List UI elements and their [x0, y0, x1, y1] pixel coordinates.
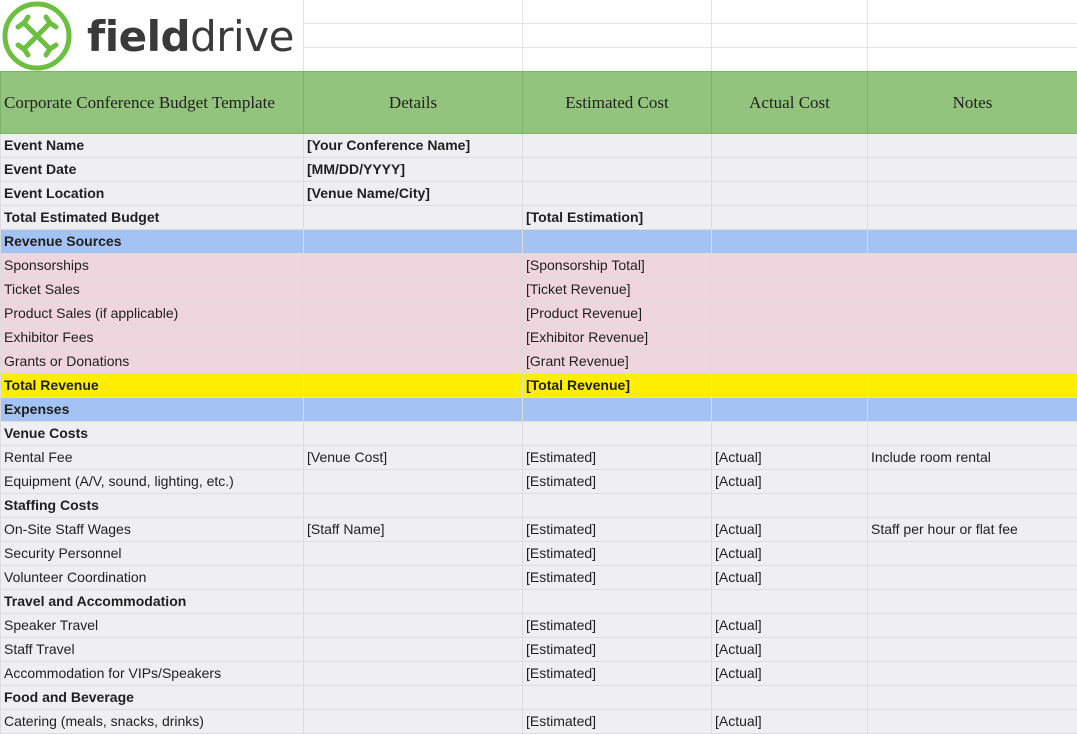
logo-text-bold: field [87, 12, 190, 61]
header-cell-notes[interactable]: Notes [868, 72, 1077, 134]
cell-estimated[interactable]: [Estimated] [523, 542, 712, 566]
budget-sheet [0, 71, 1077, 734]
header-cell-estimated-cost[interactable]: Estimated Cost [523, 72, 712, 134]
cell-item[interactable]: Staffing Costs [1, 494, 304, 518]
cell-estimated[interactable] [523, 494, 712, 518]
cell-actual[interactable]: [Actual] [712, 614, 868, 638]
cell-notes[interactable] [868, 638, 1077, 662]
cell-item[interactable]: Expenses [1, 398, 304, 422]
cell-estimated[interactable]: [Estimated] [523, 446, 712, 470]
cell-item[interactable]: Sponsorships [1, 254, 304, 278]
cell-details[interactable] [304, 422, 523, 446]
cell-item[interactable]: Travel and Accommodation [1, 590, 304, 614]
cell-item[interactable]: Speaker Travel [1, 614, 304, 638]
revenue-row [1, 302, 1077, 326]
cell-actual[interactable]: [Actual] [712, 542, 868, 566]
cell-actual[interactable] [712, 398, 868, 422]
cell-estimated[interactable] [523, 158, 712, 182]
cell-actual[interactable]: [Actual] [712, 662, 868, 686]
cell-estimated[interactable]: [Estimated] [523, 566, 712, 590]
cell-details[interactable] [304, 638, 523, 662]
cell-details[interactable] [304, 302, 523, 326]
info-row [1, 134, 1077, 158]
cell-notes[interactable] [868, 230, 1077, 254]
cell-actual[interactable]: [Actual] [712, 710, 868, 734]
cell-item[interactable]: Product Sales (if applicable) [1, 302, 304, 326]
logo [0, 0, 303, 72]
cell-item[interactable]: Staff Travel [1, 638, 304, 662]
cell-item[interactable]: Event Location [1, 182, 304, 206]
total-revenue-row [1, 374, 1077, 398]
cell-estimated[interactable]: [Exhibitor Revenue] [523, 326, 712, 350]
cell-actual[interactable]: [Actual] [712, 470, 868, 494]
cell-actual[interactable] [712, 254, 868, 278]
cell-notes[interactable] [868, 614, 1077, 638]
logo-text-light: drive [190, 12, 294, 61]
info-row [1, 206, 1077, 230]
expense-item-row [1, 518, 1077, 542]
section-header-expenses [1, 398, 1077, 422]
cell-details[interactable]: [MM/DD/YYYY] [304, 158, 523, 182]
cell-details[interactable]: [Venue Cost] [304, 446, 523, 470]
cell-item[interactable]: Total Revenue [1, 374, 304, 398]
fielddrive-x-icon [2, 1, 72, 71]
cell-estimated[interactable]: [Sponsorship Total] [523, 254, 712, 278]
cell-notes[interactable] [868, 326, 1077, 350]
cell-estimated[interactable]: [Estimated] [523, 614, 712, 638]
cell-details[interactable] [304, 374, 523, 398]
cell-actual[interactable] [712, 206, 868, 230]
cell-notes[interactable] [868, 662, 1077, 686]
cell-actual[interactable] [712, 302, 868, 326]
cell-notes[interactable] [868, 686, 1077, 710]
cell-details[interactable] [304, 710, 523, 734]
cell-details[interactable] [304, 350, 523, 374]
expense-category-row [1, 590, 1077, 614]
grid-line [867, 0, 868, 72]
expense-item-row [1, 470, 1077, 494]
expense-item-row [1, 542, 1077, 566]
header-cell-actual-cost[interactable]: Actual Cost [712, 72, 868, 134]
cell-actual[interactable]: [Actual] [712, 518, 868, 542]
expense-item-row [1, 614, 1077, 638]
cell-notes[interactable] [868, 254, 1077, 278]
cell-item[interactable]: Equipment (A/V, sound, lighting, etc.) [1, 470, 304, 494]
cell-notes[interactable]: Staff per hour or flat fee [868, 518, 1077, 542]
cell-estimated[interactable] [523, 134, 712, 158]
cell-actual[interactable] [712, 182, 868, 206]
grid-line [711, 0, 712, 72]
cell-details[interactable] [304, 326, 523, 350]
cell-item[interactable]: On-Site Staff Wages [1, 518, 304, 542]
revenue-row [1, 278, 1077, 302]
cell-notes[interactable] [868, 494, 1077, 518]
cell-estimated[interactable]: [Total Estimation] [523, 206, 712, 230]
cell-estimated[interactable]: [Grant Revenue] [523, 350, 712, 374]
cell-details[interactable] [304, 254, 523, 278]
section-header-revenue [1, 230, 1077, 254]
cell-actual[interactable] [712, 278, 868, 302]
cell-actual[interactable] [712, 134, 868, 158]
cell-notes[interactable] [868, 422, 1077, 446]
cell-details[interactable] [304, 470, 523, 494]
expense-item-row [1, 710, 1077, 734]
cell-estimated[interactable] [523, 686, 712, 710]
cell-details[interactable] [304, 494, 523, 518]
cell-notes[interactable] [868, 206, 1077, 230]
cell-actual[interactable] [712, 230, 868, 254]
cell-item[interactable]: Exhibitor Fees [1, 326, 304, 350]
cell-details[interactable]: [Venue Name/City] [304, 182, 523, 206]
cell-estimated[interactable]: [Estimated] [523, 662, 712, 686]
logo-wordmark [87, 8, 294, 66]
cell-estimated[interactable] [523, 590, 712, 614]
cell-notes[interactable] [868, 350, 1077, 374]
cell-actual[interactable] [712, 158, 868, 182]
expense-item-row [1, 638, 1077, 662]
revenue-row [1, 326, 1077, 350]
cell-details[interactable] [304, 542, 523, 566]
expense-category-row [1, 422, 1077, 446]
cell-item[interactable]: Event Date [1, 158, 304, 182]
cell-notes[interactable] [868, 470, 1077, 494]
cell-item[interactable]: Volunteer Coordination [1, 566, 304, 590]
header-area [0, 0, 1077, 72]
cell-details[interactable] [304, 686, 523, 710]
cell-item[interactable]: Ticket Sales [1, 278, 304, 302]
cell-item[interactable]: Food and Beverage [1, 686, 304, 710]
cell-item[interactable]: Total Estimated Budget [1, 206, 304, 230]
revenue-row [1, 254, 1077, 278]
cell-item[interactable]: Rental Fee [1, 446, 304, 470]
cell-notes[interactable] [868, 542, 1077, 566]
expense-item-row [1, 662, 1077, 686]
cell-estimated[interactable]: [Estimated] [523, 470, 712, 494]
cell-actual[interactable] [712, 422, 868, 446]
cell-actual[interactable] [712, 350, 868, 374]
cell-notes[interactable] [868, 566, 1077, 590]
revenue-row [1, 350, 1077, 374]
cell-estimated[interactable] [523, 182, 712, 206]
cell-notes[interactable] [868, 590, 1077, 614]
cell-notes[interactable] [868, 374, 1077, 398]
expense-item-row [1, 446, 1077, 470]
cell-estimated[interactable]: [Ticket Revenue] [523, 278, 712, 302]
expense-category-row [1, 494, 1077, 518]
cell-notes[interactable] [868, 278, 1077, 302]
cell-details[interactable]: [Your Conference Name] [304, 134, 523, 158]
grid-line [303, 47, 1077, 48]
cell-estimated[interactable]: [Total Revenue] [523, 374, 712, 398]
cell-item[interactable]: Event Name [1, 134, 304, 158]
cell-notes[interactable] [868, 398, 1077, 422]
cell-item[interactable]: Grants or Donations [1, 350, 304, 374]
cell-details[interactable] [304, 662, 523, 686]
expense-item-row [1, 566, 1077, 590]
cell-estimated[interactable]: [Estimated] [523, 638, 712, 662]
cell-estimated[interactable] [523, 422, 712, 446]
cell-notes[interactable] [868, 710, 1077, 734]
cell-item[interactable]: Security Personnel [1, 542, 304, 566]
expense-category-row [1, 686, 1077, 710]
cell-estimated[interactable] [523, 398, 712, 422]
grid-line [303, 23, 1077, 24]
cell-actual[interactable] [712, 686, 868, 710]
cell-details[interactable] [304, 230, 523, 254]
cell-actual[interactable]: [Actual] [712, 566, 868, 590]
cell-details[interactable] [304, 278, 523, 302]
header-cell-details[interactable]: Details [304, 72, 523, 134]
cell-item[interactable]: Catering (meals, snacks, drinks) [1, 710, 304, 734]
cell-notes[interactable]: Include room rental [868, 446, 1077, 470]
grid-line [303, 0, 304, 72]
cell-estimated[interactable]: [Estimated] [523, 710, 712, 734]
info-row [1, 182, 1077, 206]
cell-estimated[interactable]: [Product Revenue] [523, 302, 712, 326]
cell-actual[interactable] [712, 326, 868, 350]
column-header-row [1, 72, 1077, 134]
cell-details[interactable] [304, 566, 523, 590]
cell-details[interactable]: [Staff Name] [304, 518, 523, 542]
cell-actual[interactable] [712, 590, 868, 614]
cell-item[interactable]: Accommodation for VIPs/Speakers [1, 662, 304, 686]
cell-estimated[interactable]: [Estimated] [523, 518, 712, 542]
cell-details[interactable] [304, 206, 523, 230]
cell-item[interactable]: Revenue Sources [1, 230, 304, 254]
cell-details[interactable] [304, 398, 523, 422]
grid-line [522, 0, 523, 72]
cell-notes[interactable] [868, 158, 1077, 182]
info-row [1, 158, 1077, 182]
cell-actual[interactable] [712, 374, 868, 398]
cell-details[interactable] [304, 590, 523, 614]
cell-notes[interactable] [868, 134, 1077, 158]
cell-actual[interactable]: [Actual] [712, 638, 868, 662]
cell-actual[interactable] [712, 494, 868, 518]
header-cell-template-title[interactable]: Corporate Conference Budget Template [1, 72, 304, 134]
cell-item[interactable]: Venue Costs [1, 422, 304, 446]
cell-actual[interactable]: [Actual] [712, 446, 868, 470]
cell-estimated[interactable] [523, 230, 712, 254]
cell-notes[interactable] [868, 182, 1077, 206]
cell-notes[interactable] [868, 302, 1077, 326]
cell-details[interactable] [304, 614, 523, 638]
